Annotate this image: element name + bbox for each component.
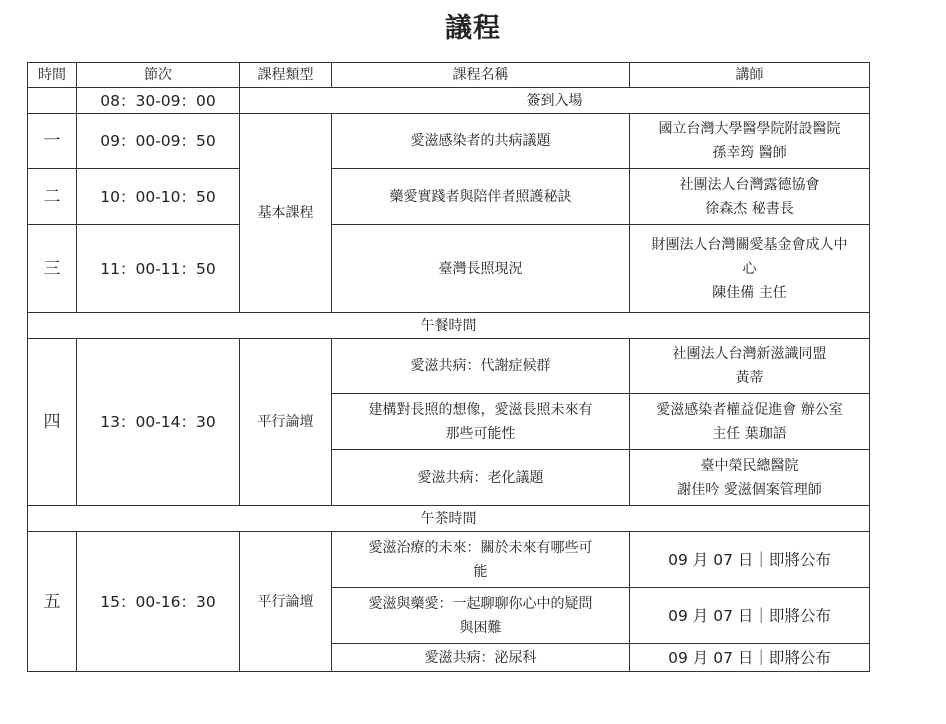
- speaker-cell: [630, 339, 870, 394]
- course-name: 愛滋共病：泌尿科: [332, 644, 630, 672]
- speaker-cell: [630, 169, 870, 225]
- course-type: 平行論壇: [240, 532, 332, 672]
- course-name: [332, 394, 630, 450]
- course-name-line: 與困難: [459, 619, 502, 636]
- course-name-line: 能: [473, 563, 488, 580]
- course-name-line: 那些可能性: [445, 425, 516, 442]
- session-time: 13：00-14：30: [77, 339, 240, 506]
- speaker-org: 愛滋感染者權益促進會 辦公室: [656, 401, 843, 418]
- speaker-org: 財團法人台灣關愛基金會成人中: [651, 236, 848, 253]
- speaker-tba: 09 月 07 日｜即將公布: [630, 532, 870, 588]
- course-name-line: 建構對長照的想像，愛滋長照未來有: [368, 401, 593, 418]
- session-row: [28, 169, 870, 225]
- session-time: 09：00-09：50: [77, 114, 240, 169]
- speaker-name: 謝佳吟 愛滋個案管理師: [677, 481, 822, 498]
- course-name: 臺灣長照現況: [332, 225, 630, 313]
- tea-row: [28, 506, 870, 532]
- speaker-name: 徐森杰 秘書長: [705, 200, 794, 217]
- speaker-org: 國立台灣大學醫學院附設醫院: [658, 121, 841, 137]
- speaker-name: 黃蒂: [735, 370, 764, 386]
- tea-label: 午茶時間: [28, 506, 870, 532]
- header-session: 節次: [77, 63, 240, 88]
- header-course: 課程名稱: [332, 63, 630, 88]
- agenda-table: [27, 62, 870, 672]
- checkin-time: 08：30-09：00: [77, 88, 240, 114]
- course-type: 基本課程: [240, 114, 332, 313]
- session-number: 五: [28, 532, 77, 672]
- speaker-cell: [630, 450, 870, 506]
- course-name: 愛滋感染者的共病議題: [332, 114, 630, 169]
- session-number: 三: [28, 225, 77, 313]
- speaker-org: 社團法人台灣露德協會: [679, 176, 820, 193]
- course-name: [332, 532, 630, 588]
- session-number: 二: [28, 169, 77, 225]
- session-row: [28, 225, 870, 313]
- speaker-name: 主任 葉珈語: [712, 425, 787, 442]
- session-row: [28, 114, 870, 169]
- course-name-line: 愛滋治療的未來：關於未來有哪些可: [368, 539, 593, 556]
- lunch-row: [28, 313, 870, 339]
- speaker-cell: [630, 394, 870, 450]
- page-title: 議程: [445, 13, 501, 44]
- course-name-line: 愛滋與藥愛：一起聊聊你心中的疑問: [368, 595, 593, 612]
- course-name: 愛滋共病：代謝症候群: [332, 339, 630, 394]
- session-time: 11：00-11：50: [77, 225, 240, 313]
- session-row: [28, 532, 870, 588]
- lunch-label: 午餐時間: [28, 313, 870, 339]
- header-type: 課程類型: [240, 63, 332, 88]
- course-name: 藥愛實踐者與陪伴者照護秘訣: [332, 169, 630, 225]
- header-row: [28, 63, 870, 88]
- checkin-label: 簽到入場: [240, 88, 870, 114]
- speaker-cell: [630, 114, 870, 169]
- course-name: [332, 588, 630, 644]
- header-time: 時間: [28, 63, 77, 88]
- course-name: 愛滋共病：老化議題: [332, 450, 630, 506]
- checkin-row: [28, 88, 870, 114]
- session-row: [28, 339, 870, 394]
- speaker-org: 社團法人台灣新滋識同盟: [672, 346, 827, 362]
- session-time: 15：00-16：30: [77, 532, 240, 672]
- speaker-tba: 09 月 07 日｜即將公布: [630, 588, 870, 644]
- speaker-name: 孫幸筠 醫師: [712, 145, 787, 161]
- course-type: 平行論壇: [240, 339, 332, 506]
- header-speaker: 講師: [630, 63, 870, 88]
- speaker-org: 臺中榮民總醫院: [700, 457, 799, 474]
- speaker-cell: [630, 225, 870, 313]
- session-number: 一: [28, 114, 77, 169]
- session-time: 10：00-10：50: [77, 169, 240, 225]
- speaker-org-cont: 心: [742, 260, 757, 277]
- speaker-tba: 09 月 07 日｜即將公布: [630, 644, 870, 672]
- session-number: 四: [28, 339, 77, 506]
- speaker-name: 陳佳備 主任: [712, 284, 787, 301]
